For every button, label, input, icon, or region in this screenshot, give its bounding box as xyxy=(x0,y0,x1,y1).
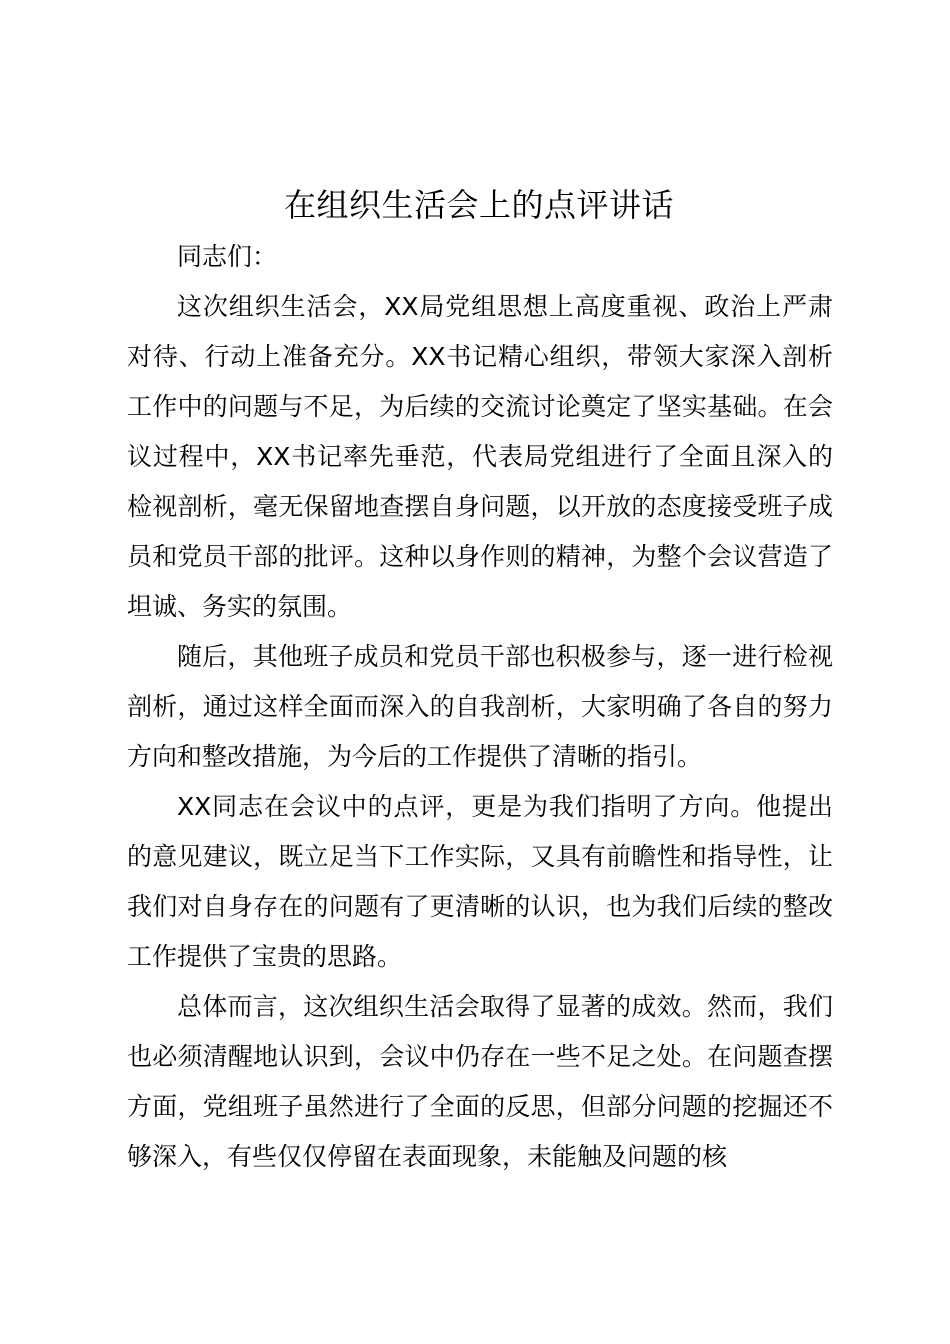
paragraph-3: XX同志在会议中的点评，更是为我们指明了方向。他提出的意见建议，既立足当下工作实际，又具有前瞻性和指导性，让我们对自身存在的问题有了更清晰的认识，也为我们后续的整改工作提供了宝贵的思路。 xyxy=(127,792,833,971)
document-title: 在组织生活会上的点评讲话 xyxy=(283,186,674,224)
salutation: 同志们： xyxy=(177,242,278,271)
paragraph-4: 总体而言，这次组织生活会取得了显著的成效。然而，我们也必须清醒地认识到，会议中仍存在一些不足之处。在问题查摆方面，党组班子虽然进行了全面的反思，但部分问题的挖掘还不够深入，有些仅仅停留在表面现象，未能触及问题的核 xyxy=(127,992,833,1171)
paragraph-2: 随后，其他班子成员和党员干部也积极参与，逐一进行检视剖析，通过这样全面而深入的自我剖析，大家明确了各自的努力方向和整改措施，为今后的工作提供了清晰的指引。 xyxy=(127,642,833,771)
document-body xyxy=(127,232,833,1182)
paragraph-1: 这次组织生活会，XX局党组思想上高度重视、政治上严肃对待、行动上准备充分。XX书记精心组织，带领大家深入剖析工作中的问题与不足，为后续的交流讨论奠定了坚实基础。在会议过程中，XX书记率先垂范，代表局党组进行了全面且深入的检视剖析，毫无保留地查摆自身问题，以开放的态度接受班子成员和党员干部的批评。这种以身作则的精神，为整个会议营造了坦诚、务实的氛围。 xyxy=(127,292,833,621)
